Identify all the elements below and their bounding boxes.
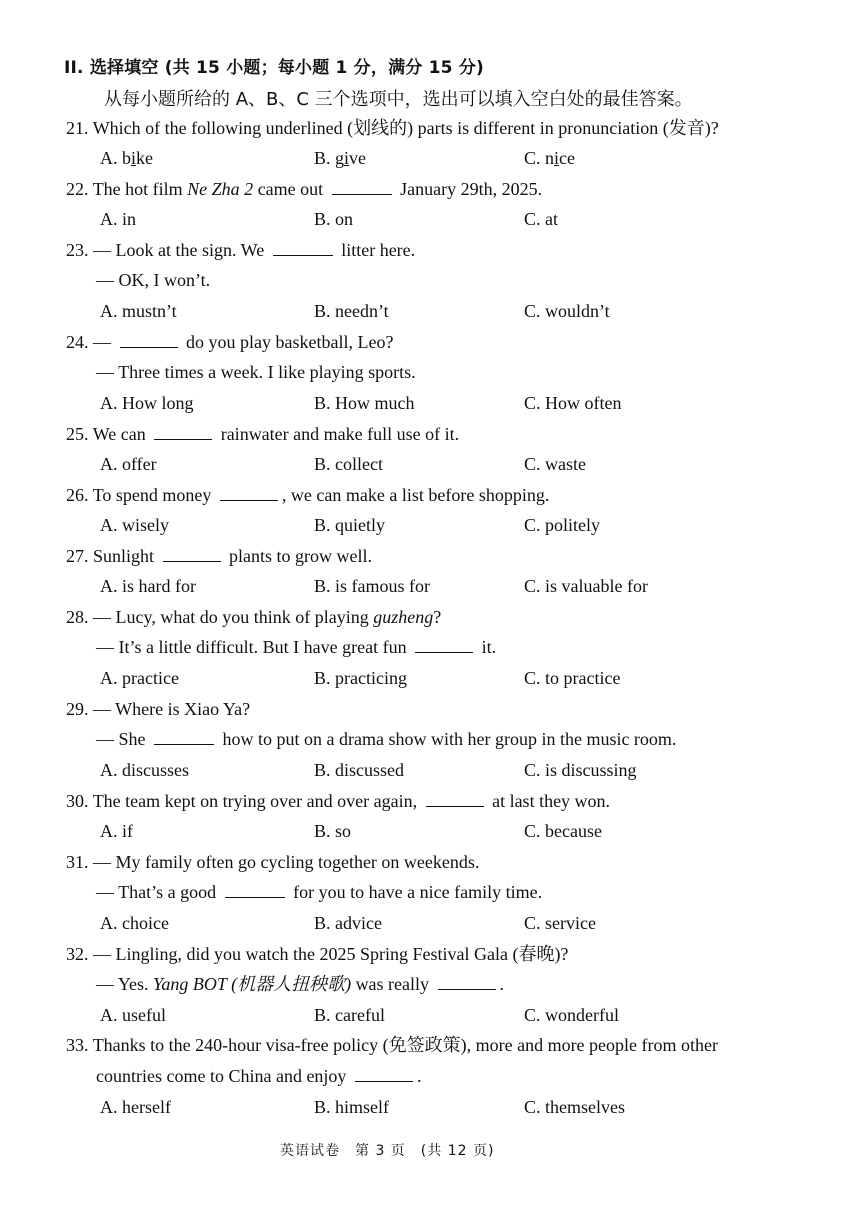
dialogue-line: — She how to put on a drama show with her group in the music room. (96, 729, 677, 749)
question-number: 26. (66, 485, 89, 505)
option-b[interactable]: B. collect (314, 454, 383, 474)
question-number: 31. (66, 852, 89, 872)
question-29: 29. — Where is Xiao Ya? (66, 699, 251, 719)
option-b[interactable]: B. give (314, 148, 367, 168)
option-b[interactable]: B. needn’t (314, 301, 389, 321)
question-number: 28. (66, 607, 89, 627)
question-24: 24. — do you play basketball, Leo? (66, 332, 394, 352)
answer-blank (426, 790, 484, 807)
question-32: 32. — Lingling, did you watch the 2025 Spring Festival Gala (春晚)? (66, 944, 569, 964)
dialogue-line: — It’s a little difficult. But I have great fun it. (96, 637, 497, 657)
dialogue-line: — OK, I won’t. (96, 270, 211, 290)
option-b[interactable]: B. discussed (314, 760, 404, 780)
option-c[interactable]: C. politely (524, 515, 600, 535)
option-c[interactable]: C. service (524, 913, 596, 933)
answer-blank (220, 484, 278, 501)
question-number: 24. (66, 332, 89, 352)
question-number: 22. (66, 179, 89, 199)
answer-blank (120, 331, 178, 348)
option-b[interactable]: B. on (314, 209, 354, 229)
option-a[interactable]: A. is hard for (100, 576, 196, 596)
option-b[interactable]: B. is famous for (314, 576, 430, 596)
option-c[interactable]: C. because (524, 821, 602, 841)
dialogue-line: — That’s a good for you to have a nice family time. (96, 882, 543, 902)
option-b[interactable]: B. careful (314, 1005, 385, 1025)
option-b[interactable]: B. so (314, 821, 352, 841)
answer-blank (163, 545, 221, 562)
question-21 (66, 117, 719, 139)
option-a[interactable]: A. offer (100, 454, 157, 474)
option-c[interactable]: C. wonderful (524, 1005, 619, 1025)
answer-blank (225, 881, 285, 898)
question-31: 31. — My family often go cycling together on weekends. (66, 852, 480, 872)
option-a[interactable]: A. in (100, 209, 136, 229)
answer-blank (355, 1065, 413, 1082)
question-continuation: countries come to China and enjoy . (96, 1066, 422, 1086)
option-a[interactable]: A. practice (100, 668, 179, 688)
option-b[interactable]: B. practicing (314, 668, 407, 688)
answer-blank (415, 636, 473, 653)
question-number: 30. (66, 791, 89, 811)
dialogue-line: — Yes. Yang BOT (机器人扭秧歌) was really . (96, 974, 505, 994)
option-a[interactable]: A. useful (100, 1005, 166, 1025)
question-number: 23. (66, 240, 89, 260)
option-a[interactable]: A. discusses (100, 760, 189, 780)
question-22: 22. The hot film Ne Zha 2 came out January 29th, 2025. (66, 179, 543, 199)
question-number: 25. (66, 424, 89, 444)
section-instruction: 从每小题所给的 A、B、C 三个选项中，选出可以填入空白处的最佳答案。 (104, 89, 693, 110)
question-26: 26. To spend money , we can make a list before shopping. (66, 485, 550, 505)
question-27: 27. Sunlight plants to grow well. (66, 546, 372, 566)
option-a[interactable]: A. bike (100, 148, 154, 168)
option-a[interactable]: A. herself (100, 1097, 171, 1117)
question-number: 32. (66, 944, 89, 964)
question-number: 27. (66, 546, 89, 566)
option-c[interactable]: C. at (524, 209, 558, 229)
option-c[interactable]: C. to practice (524, 668, 621, 688)
option-a[interactable]: A. if (100, 821, 133, 841)
section-title: II. 选择填空 (共 15 小题；每小题 1 分，满分 15 分) (64, 58, 484, 78)
answer-blank (154, 728, 214, 745)
question-25: 25. We can rainwater and make full use of it. (66, 424, 460, 444)
question-33: 33. Thanks to the 240-hour visa-free policy (免签政策), more and more people from other (66, 1035, 719, 1055)
option-b[interactable]: B. advice (314, 913, 382, 933)
option-c[interactable]: C. nice (524, 148, 576, 168)
option-a[interactable]: A. mustn’t (100, 301, 177, 321)
option-b[interactable]: B. himself (314, 1097, 389, 1117)
option-c[interactable]: C. is valuable for (524, 576, 648, 596)
option-c[interactable]: C. waste (524, 454, 586, 474)
page-footer: 英语试卷 第 3 页 (共 12 页) (280, 1143, 495, 1159)
option-a[interactable]: A. choice (100, 913, 169, 933)
option-c[interactable]: C. wouldn’t (524, 301, 610, 321)
option-c[interactable]: C. is discussing (524, 760, 637, 780)
dialogue-line: — Three times a week. I like playing sports. (96, 362, 416, 382)
option-a[interactable]: A. wisely (100, 515, 169, 535)
question-stem: Which of the following underlined (划线的) parts is different in pronunciation (发音)? (92, 118, 719, 138)
option-b[interactable]: B. quietly (314, 515, 385, 535)
option-b[interactable]: B. How much (314, 393, 415, 413)
answer-blank (154, 423, 212, 440)
answer-blank (273, 239, 333, 256)
question-number: 33. (66, 1035, 89, 1055)
answer-blank (332, 178, 392, 195)
question-30: 30. The team kept on trying over and over again, at last they won. (66, 791, 611, 811)
option-c[interactable]: C. themselves (524, 1097, 625, 1117)
option-c[interactable]: C. How often (524, 393, 622, 413)
answer-blank (438, 973, 496, 990)
question-28: 28. — Lucy, what do you think of playing guzheng? (66, 607, 442, 627)
question-23: 23. — Look at the sign. We litter here. (66, 240, 416, 260)
question-number: 21. (66, 118, 89, 138)
question-number: 29. (66, 699, 89, 719)
option-a[interactable]: A. How long (100, 393, 194, 413)
